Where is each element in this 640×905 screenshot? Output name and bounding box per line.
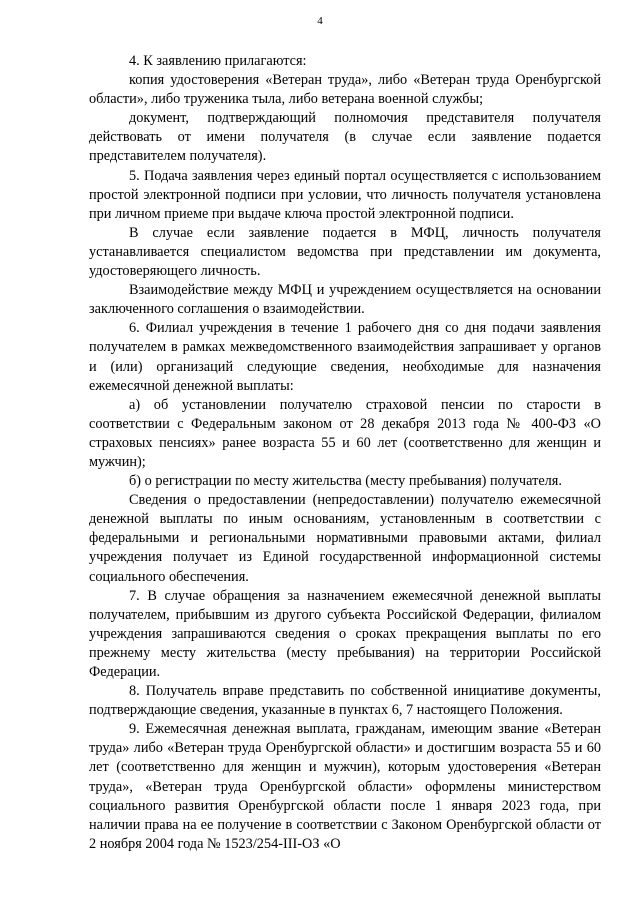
- paragraph-item-7: 7. В случае обращения за назначением ежемесячной денежной выплаты получателем, прибывшим из другого субъекта Российской Федерации, филиалом учреждения запрашиваются сведения о сроках прекращения выплаты по его прежнему месту жительства (месту пребывания) на территории Российской Федерации.: [89, 587, 601, 680]
- paragraph-mfc-identity: В случае если заявление подается в МФЦ, личность получателя устанавливается специалистом ведомства при представлении им документа, удостоверяющего личность.: [89, 224, 601, 280]
- paragraph-social-info-system: Сведения о предоставлении (непредоставлении) получателю ежемесячной денежной выплаты по иным основаниям, установленным в соответствии с федеральными и региональными нормативными правовыми актами, филиал учреждения получает из Единой государственной информационной системы социального обеспечения.: [89, 492, 601, 585]
- document-body: [89, 52, 601, 854]
- paragraph-subitem-b: б) о регистрации по месту жительства (месту пребывания) получателя.: [129, 473, 562, 490]
- paragraph-item-9: 9. Ежемесячная денежная выплата, гражданам, имеющим звание «Ветеран труда» либо «Ветеран труда Оренбургской области» и достигшим возраста 55 и 60 лет (соответственно для женщин и мужчин), которым удостоверения «Ветеран труда», «Ветеран труда Оренбургской области» оформлены министерством социального развития Оренбургской области после 1 января 2023 года, при наличии права на ее получение в соответствии с Законом Оренбургской области от 2 ноября 2004 года № 1523/254-III-ОЗ «О: [89, 721, 601, 852]
- paragraph-item-4-heading: 4. К заявлению прилагаются:: [129, 53, 307, 69]
- paragraph-subitem-a: а) об установлении получателю страховой пенсии по старости в соответствии с Федеральным законом от 28 декабря 2013 года № 400-ФЗ «О страховых пенсиях» ранее возраста 55 и 60 лет (соответственно для женщин и мужчин);: [89, 396, 601, 470]
- paragraph-item-8: 8. Получатель вправе представить по собственной инициативе документы, подтверждающие сведения, указанные в пунктах 6, 7 настоящего Положения.: [89, 683, 601, 719]
- page-number: 4: [317, 15, 323, 27]
- paragraph-item-6: 6. Филиал учреждения в течение 1 рабочего дня со дня подачи заявления получателем в рамках межведомственного взаимодействия запрашивает у органов и (или) организаций следующие сведения, необходимые для назначения ежемесячной денежной выплаты:: [89, 320, 601, 394]
- paragraph-item-5: 5. Подача заявления через единый портал осуществляется с использованием простой электронной подписи при условии, что личность получателя установлена при личном приеме при выдаче ключа простой электронной подписи.: [89, 167, 601, 222]
- paragraph-certificate-copy: копия удостоверения «Ветеран труда», либо «Ветеран труда Оренбургской области», либо труженика тыла, либо ветерана военной службы;: [89, 72, 601, 108]
- paragraph-representative-document: документ, подтверждающий полномочия представителя получателя действовать от имени получателя (в случае если заявление подается представителем получателя).: [89, 110, 601, 165]
- paragraph-mfc-cooperation: Взаимодействие между МФЦ и учреждением осуществляется на основании заключенного соглашения о взаимодействии.: [89, 282, 601, 318]
